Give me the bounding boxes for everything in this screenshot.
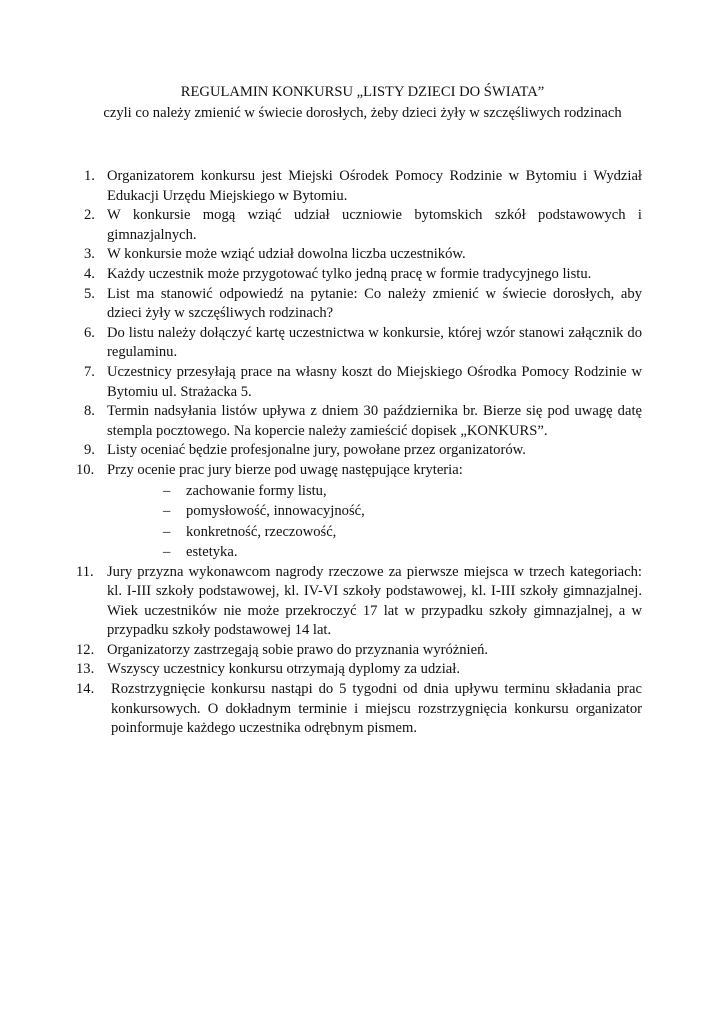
dash-bullet: – <box>163 544 171 560</box>
criterion-item <box>107 542 642 563</box>
dash-bullet: – <box>163 482 171 499</box>
rule-item-11 <box>76 563 642 641</box>
rule-item-7 <box>76 363 642 402</box>
rule-text: List ma stanowić odpowiedź na pytanie: Co należy zmienić w świecie dorosłych, aby dzieci żyły w szczęśliwych rodzinach? <box>107 285 642 322</box>
criterion-text: estetyka. <box>186 544 238 560</box>
document-subtitle: czyli co należy zmienić w świecie dorosłych, żeby dzieci żyły w szczęśliwych rodzinach <box>103 105 622 121</box>
rule-text: Każdy uczestnik może przygotować tylko jedną pracę w formie tradycyjnego listu. <box>107 265 592 282</box>
rule-item-5 <box>76 285 642 324</box>
criteria-list <box>107 481 642 563</box>
rule-text: Rozstrzygnięcie konkursu nastąpi do 5 tygodni od dnia upływu terminu składania prac konkursowych. O dokładnym terminie i miejscu rozstrzygnięcia konkursu organizator poinformuje każdego uczestnika odrębnym pismem. <box>111 681 642 737</box>
rule-text: Termin nadsyłania listów upływa z dniem 30 października br. Bierze się pod uwagę datę stempla pocztowego. Na kopercie należy zamieścić dopisek „KONKURS”. <box>107 403 642 439</box>
criterion-item <box>107 501 642 522</box>
rule-number: 11. <box>76 563 94 580</box>
rule-text: Organizatorem konkursu jest Miejski Ośrodek Pomocy Rodzinie w Bytomiu i Wydział Edukacji Urzędu Miejskiego w Bytomiu. <box>107 168 642 204</box>
rule-number: 8. <box>84 403 95 420</box>
rule-item-4 <box>76 265 642 285</box>
rule-number: 5. <box>84 285 95 302</box>
rule-number: 10. <box>76 461 95 478</box>
rule-item-6 <box>76 324 642 363</box>
rule-text: W konkursie mogą wziąć udział uczniowie bytomskich szkół podstawowych i gimnazjalnych. <box>107 207 642 243</box>
rules-list <box>76 167 642 739</box>
rule-text: Listy oceniać będzie profesjonalne jury, powołane przez organizatorów. <box>107 442 526 459</box>
rule-text: W konkursie może wziąć udział dowolna liczba uczestników. <box>107 246 466 263</box>
rule-text: Do listu należy dołączyć kartę uczestnictwa w konkursie, której wzór stanowi załącznik do regulaminu. <box>107 324 642 361</box>
rule-number: 4. <box>84 265 95 282</box>
rule-number: 7. <box>84 363 95 380</box>
rule-item-2 <box>76 206 642 245</box>
rule-item-14 <box>76 680 642 739</box>
rule-item-1 <box>76 167 642 206</box>
rule-text: Przy ocenie prac jury bierze pod uwagę następujące kryteria: <box>107 461 463 478</box>
dash-bullet: – <box>163 523 171 540</box>
rule-number: 14. <box>76 681 95 698</box>
rule-item-3 <box>76 245 642 265</box>
document-title: REGULAMIN KONKURSU „LISTY DZIECI DO ŚWIATA” <box>180 84 545 100</box>
rule-number: 13. <box>76 661 95 678</box>
criterion-text: konkretność, rzeczowość, <box>186 523 337 540</box>
rule-item-13 <box>76 660 642 680</box>
rule-text: Uczestnicy przesyłają prace na własny koszt do Miejskiego Ośrodka Pomocy Rodzinie w Bytomiu ul. Strażacka 5. <box>107 363 642 400</box>
rule-item-10 <box>76 461 642 563</box>
rule-text: Wszyscy uczestnicy konkursu otrzymają dyplomy za udział. <box>107 661 460 678</box>
rule-item-12 <box>76 641 642 661</box>
document-header <box>0 82 725 124</box>
dash-bullet: – <box>163 503 171 519</box>
criterion-item <box>107 481 642 502</box>
criterion-text: zachowanie formy listu, <box>186 482 327 499</box>
rule-number: 1. <box>84 168 95 184</box>
rule-number: 9. <box>84 442 95 459</box>
rule-number: 12. <box>76 641 95 658</box>
rule-number: 3. <box>84 246 95 263</box>
rule-text: Jury przyzna wykonawcom nagrody rzeczowe za pierwsze miejsca w trzech kategoriach: kl. I-III szkoły podstawowej, kl. IV-VI szkoły podstawowej, kl. I-III szkoły gimnazjalnej. Wiek uczestników nie może przekroczyć 17 lat w przypadku szkoły gimnazjalnej, a w przypadku szkoły podstawowej 14 lat. <box>107 563 642 639</box>
rule-text: Organizatorzy zastrzegają sobie prawo do przyznania wyróżnień. <box>107 641 489 658</box>
criterion-text: pomysłowość, innowacyjność, <box>186 503 365 519</box>
rule-item-9 <box>76 441 642 461</box>
rule-number: 6. <box>84 324 95 341</box>
rule-item-8 <box>76 402 642 441</box>
rule-number: 2. <box>84 207 95 224</box>
criterion-item <box>107 522 642 543</box>
